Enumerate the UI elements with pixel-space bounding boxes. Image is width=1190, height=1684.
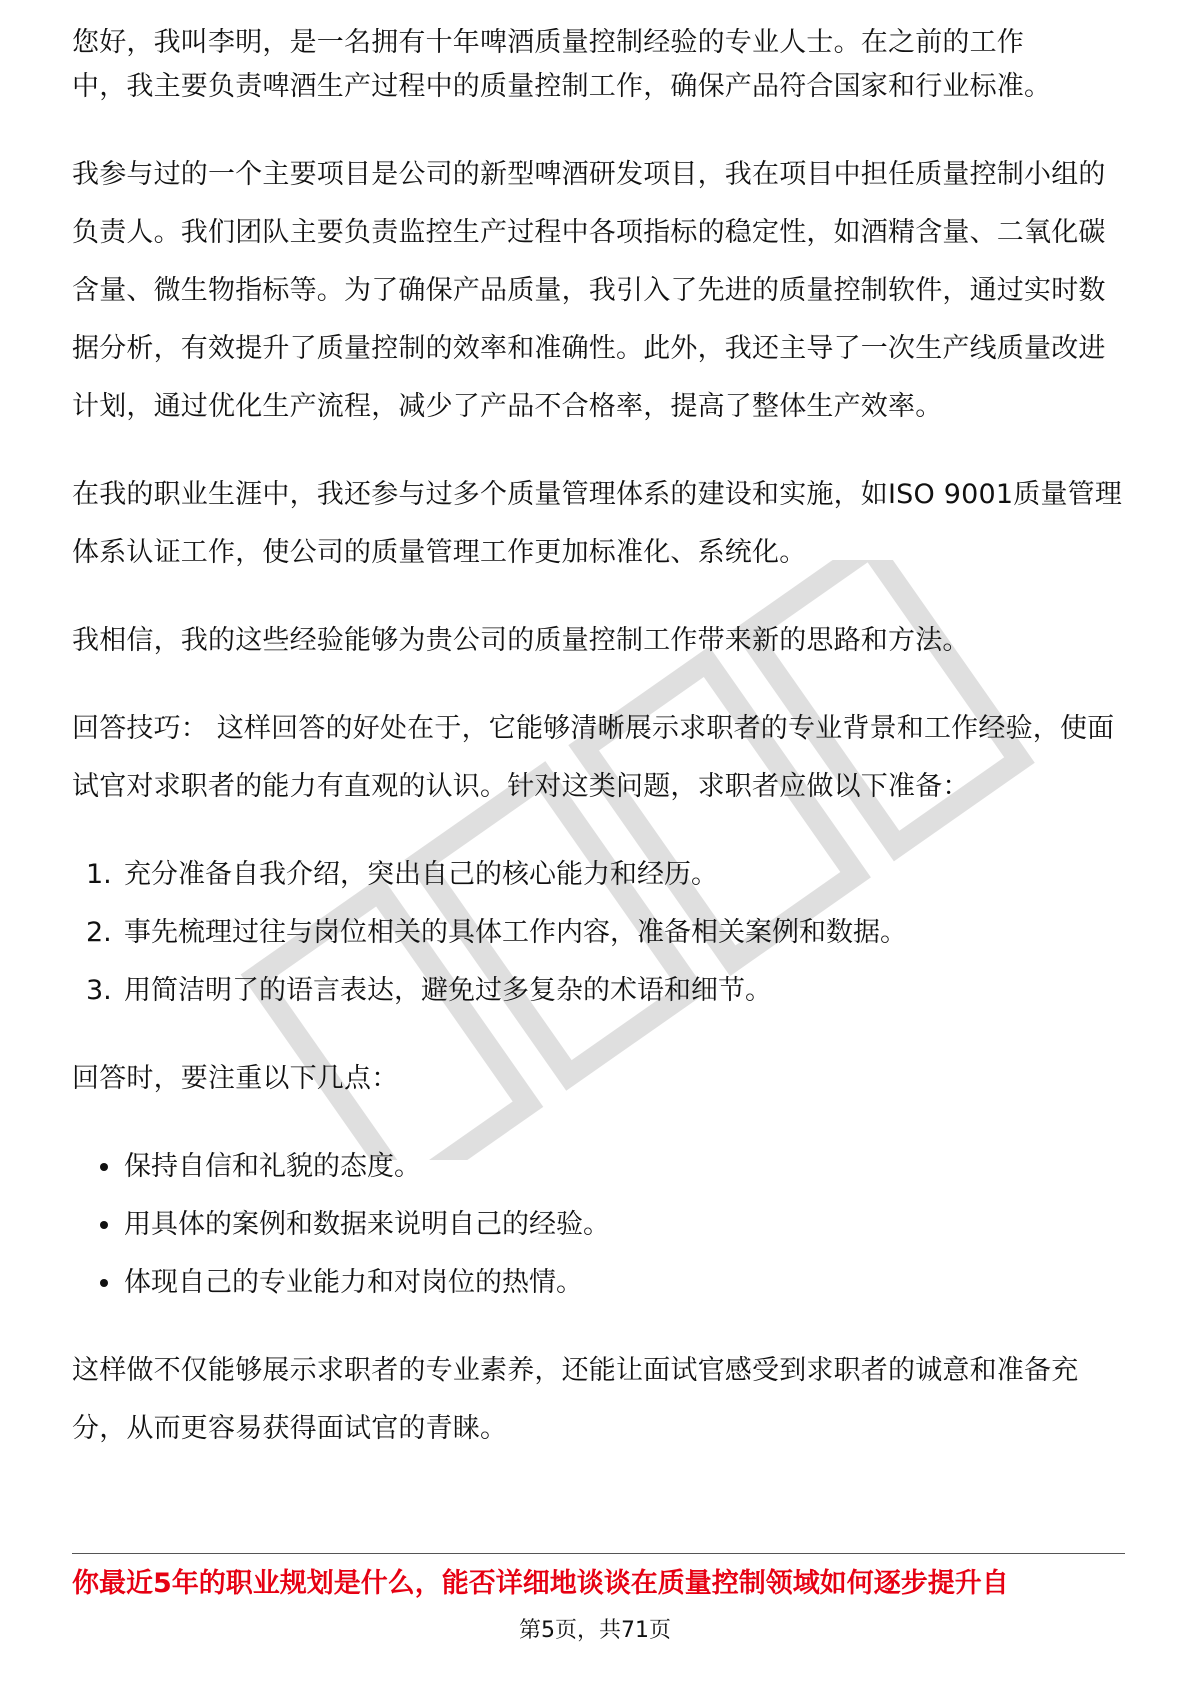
- bullet-icon: [100, 1163, 108, 1171]
- bullet-item: [72, 1138, 1132, 1196]
- list-item-text: 用简洁明了的语言表达，避免过多复杂的术语和细节。: [124, 975, 772, 1006]
- list-number: 3.: [86, 975, 112, 1006]
- list-item: [72, 846, 1132, 904]
- paragraph-cut-top: [72, 28, 1132, 58]
- list-item-text: 充分准备自我介绍，突出自己的核心能力和经历。: [124, 859, 718, 890]
- paragraph-belief: 我相信，我的这些经验能够为贵公司的质量控制工作带来新的思路和方法。: [72, 625, 970, 656]
- list-item: [72, 904, 1132, 962]
- list-number: 2.: [86, 917, 112, 948]
- numbered-list: [72, 846, 1132, 1020]
- bullet-item-text: 用具体的案例和数据来说明自己的经验。: [124, 1209, 610, 1240]
- paragraph-tips: 回答技巧： 这样回答的好处在于，它能够清晰展示求职者的专业背景和工作经验，使面试官对求职者的能力有直观的认识。针对这类问题，求职者应做以下准备：: [72, 713, 1115, 802]
- next-question-heading: 你最近5年的职业规划是什么，能否详细地谈谈在质量控制领域如何逐步提升自: [72, 1568, 1009, 1599]
- bullet-item-text: 体现自己的专业能力和对岗位的热情。: [124, 1267, 583, 1298]
- bullet-item: [72, 1196, 1132, 1254]
- paragraph-cut-text: 您好，我叫李明，是一名拥有十年啤酒质量控制经验的专业人士。在之前的工作: [72, 28, 1024, 58]
- main-content: [72, 28, 1132, 1488]
- page-number: 第5页，共71页: [519, 1618, 671, 1643]
- paragraph-iso: 在我的职业生涯中，我还参与过多个质量管理体系的建设和实施，如ISO 9001质量管理体系认证工作，使公司的质量管理工作更加标准化、系统化。: [72, 479, 1123, 568]
- paragraph-conclusion: 这样做不仅能够展示求职者的专业素养，还能让面试官感受到求职者的诚意和准备充分，从而更容易获得面试官的青睐。: [72, 1355, 1079, 1444]
- list-item-text: 事先梳理过往与岗位相关的具体工作内容，准备相关案例和数据。: [124, 917, 907, 948]
- list-item: [72, 962, 1132, 1020]
- bullet-list: [72, 1138, 1132, 1312]
- paragraph-points: 回答时，要注重以下几点：: [72, 1063, 399, 1094]
- list-number: 1.: [86, 859, 112, 890]
- paragraph-intro: 中，我主要负责啤酒生产过程中的质量控制工作，确保产品符合国家和行业标准。: [72, 71, 1052, 102]
- bullet-item-text: 保持自信和礼貌的态度。: [124, 1151, 421, 1182]
- bullet-item: [72, 1254, 1132, 1312]
- divider: [72, 1553, 1125, 1554]
- paragraph-project: 我参与过的一个主要项目是公司的新型啤酒研发项目，我在项目中担任质量控制小组的负责人。我们团队主要负责监控生产过程中各项指标的稳定性，如酒精含量、二氧化碳含量、微生物指标等。为了确保产品质量，我引入了先进的质量控制软件，通过实时数据分析，有效提升了质量控制的效率和准确性。此外，我还主导了一次生产线质量改进计划，通过优化生产流程，减少了产品不合格率，提高了整体生产效率。: [72, 159, 1106, 422]
- bullet-icon: [100, 1221, 108, 1229]
- bullet-icon: [100, 1279, 108, 1287]
